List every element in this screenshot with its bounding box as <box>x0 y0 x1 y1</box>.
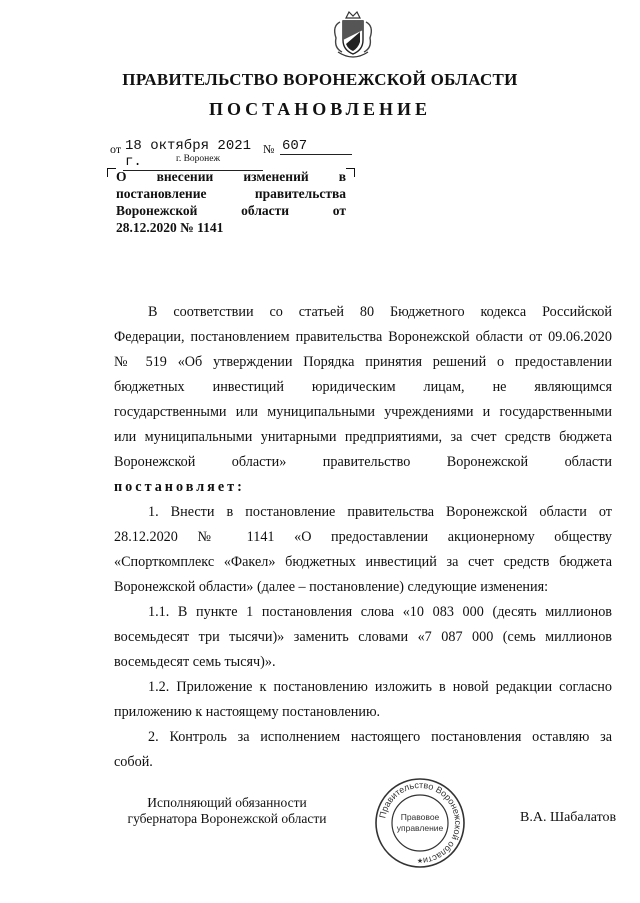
subject-line: 28.12.2020 № 1141 <box>116 220 224 235</box>
signatory-position: Исполняющий обязанности губернатора Воронежской области <box>127 795 327 826</box>
date-prefix: от <box>110 142 122 156</box>
text-line: 1.1. В пункте 1 постановления слова «10 083 000 (десять миллионов <box>148 604 612 620</box>
document-date: 18 октября 2021 г. <box>123 138 263 171</box>
stamp-center-line: Правовое <box>400 812 440 822</box>
text-line: № 519 «Об утверждении Порядка принятия решений о предоставлении <box>114 354 612 370</box>
subject-line: О внесении изменений в <box>116 169 346 184</box>
signatory-name: В.А. Шабалатов <box>520 810 617 825</box>
text-line: собой. <box>114 754 153 770</box>
text-line: 1. Внести в постановление правительства Воронежской области от <box>148 504 612 520</box>
bracket-left-icon <box>107 168 116 177</box>
subject-line: Воронежской области от <box>116 203 346 218</box>
city: г. Воронеж <box>176 154 221 164</box>
text-line: государственными или муниципальными учреждениями и государственными <box>114 404 612 420</box>
text-line: Воронежской области» правительство Воронежской области <box>114 454 612 470</box>
government-name: ПРАВИТЕЛЬСТВО ВОРОНЕЖСКОЙ ОБЛАСТИ <box>122 70 518 89</box>
document-number: 607 <box>280 138 352 155</box>
bracket-right-icon <box>346 168 355 177</box>
legal-department-stamp <box>372 775 468 871</box>
coat-of-arms-icon <box>330 8 376 64</box>
text-line: «Спорткомплекс «Факел» бюджетных инвестиций за счет средств бюджета <box>114 554 612 570</box>
text-line: Федерации, постановлением правительства Воронежской области от 09.06.2020 <box>114 329 612 345</box>
document-kind: ПОСТАНОВЛЕНИЕ <box>208 99 432 119</box>
text-line: 28.12.2020 № 1141 «О предоставлении акционерному обществу <box>114 529 612 545</box>
star-icon: ★ <box>416 857 424 865</box>
resolves-word: постановляет: <box>114 479 245 495</box>
item-1-1 <box>114 600 612 675</box>
text-line: В соответствии со статьей 80 Бюджетного кодекса Российской <box>148 304 612 320</box>
stamp-ring-text: Правительство Воронежской области <box>377 779 464 866</box>
text-line: или муниципальными унитарными предприятиями, за счет средств бюджета <box>114 429 612 445</box>
text-line: 2. Контроль за исполнением настоящего постановления оставляю за <box>148 729 612 745</box>
text-line: 1.2. Приложение к постановлению изложить в новой редакции согласно <box>148 679 612 695</box>
text-line: восемьдесят три тысячи)» заменить словами «7 087 000 (семь миллионов <box>114 629 612 645</box>
item-2 <box>114 725 612 775</box>
text-line: Воронежской области» (далее – постановление) следующие изменения: <box>114 579 549 595</box>
text-line: приложению к настоящему постановлению. <box>114 704 381 720</box>
document-subject <box>116 168 346 236</box>
item-1 <box>114 500 612 600</box>
subject-line: постановление правительства <box>116 186 346 201</box>
stamp-center-line: управление <box>396 823 444 833</box>
number-prefix: № <box>263 142 275 156</box>
text-line: бюджетных инвестиций юридическим лицам, не являющимся <box>114 379 612 395</box>
text-line: восемьдесят семь тысяч)». <box>114 654 276 670</box>
preamble <box>114 300 612 475</box>
item-1-2 <box>114 675 612 725</box>
